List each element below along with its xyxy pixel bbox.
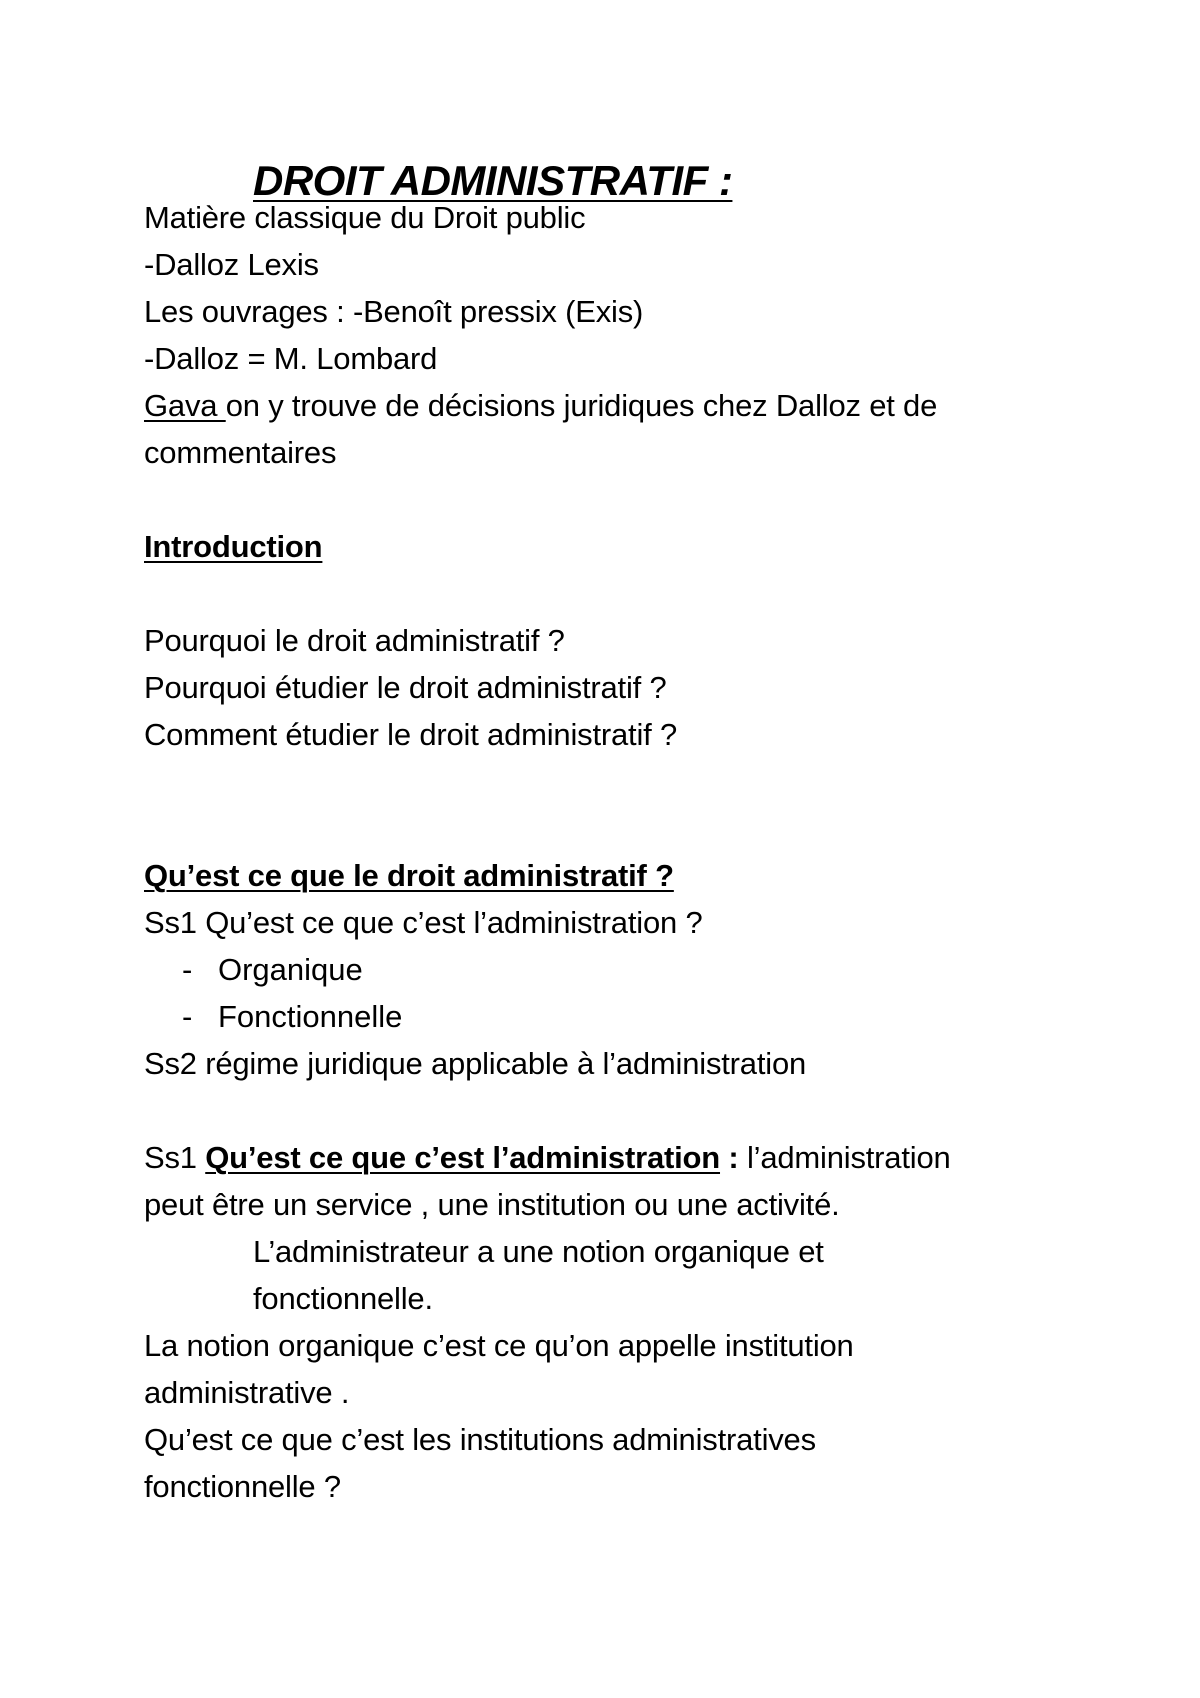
ss1-rest: l’administration	[738, 1140, 951, 1175]
dash-bullet: -	[182, 999, 193, 1034]
body-p3-line-1: La notion organique c’est ce qu’on appelle institution	[144, 1328, 854, 1363]
introduction-heading: Introduction	[144, 529, 323, 564]
body-p4-line-2: fonctionnelle ?	[144, 1469, 341, 1504]
intro-line-5	[144, 386, 937, 426]
ss1-heading: Qu’est ce que c’est l’administration	[205, 1140, 721, 1175]
body-p2-line-2: fonctionnelle.	[253, 1281, 433, 1316]
body-p3-line-2: administrative .	[144, 1375, 350, 1410]
body-p1-line-2: peut être un service , une institution ou une activité.	[144, 1187, 840, 1222]
body-ss1-line	[144, 1138, 951, 1178]
outline-item-label: Fonctionnelle	[218, 999, 403, 1034]
intro-line-3: Les ouvrages : -Benoît pressix (Exis)	[144, 294, 644, 329]
intro-line-4: -Dalloz = M. Lombard	[144, 341, 438, 376]
ss1-prefix: Ss1	[144, 1140, 206, 1175]
intro-line-6: commentaires	[144, 435, 337, 470]
intro-line-5-rest: on y trouve de décisions juridiques chez Dalloz et de	[225, 388, 938, 423]
question-1: Pourquoi le droit administratif ?	[144, 623, 565, 658]
question-3: Comment étudier le droit administratif ?	[144, 717, 678, 752]
dash-bullet: -	[182, 952, 193, 987]
section-heading: Qu’est ce que le droit administratif ?	[144, 858, 674, 893]
question-2: Pourquoi étudier le droit administratif ?	[144, 670, 667, 705]
body-p4-line-1: Qu’est ce que c’est les institutions administratives	[144, 1422, 816, 1457]
outline-ss1: Ss1 Qu’est ce que c’est l’administration ?	[144, 905, 703, 940]
outline-item-organique	[182, 950, 363, 990]
outline-ss2: Ss2 régime juridique applicable à l’administration	[144, 1046, 807, 1081]
intro-line-2: -Dalloz Lexis	[144, 247, 319, 282]
document-title: DROIT ADMINISTRATIF :	[253, 157, 733, 204]
body-p2-line-1: L’administrateur a une notion organique et	[253, 1234, 824, 1269]
intro-line-1: Matière classique du Droit public	[144, 200, 586, 235]
gava-underlined: Gava	[144, 388, 226, 423]
outline-item-fonctionnelle	[182, 997, 402, 1037]
outline-item-label: Organique	[218, 952, 363, 987]
ss1-colon: :	[720, 1140, 739, 1175]
